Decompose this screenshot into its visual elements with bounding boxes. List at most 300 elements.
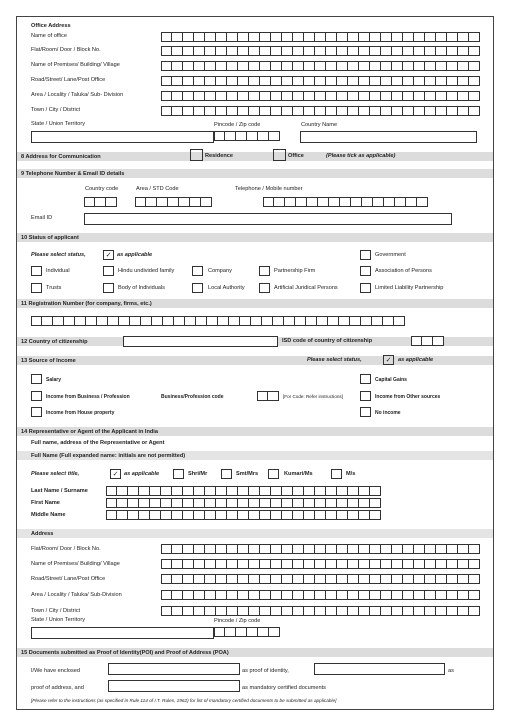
char-box[interactable] xyxy=(469,32,480,42)
char-box[interactable] xyxy=(403,91,414,101)
char-box[interactable] xyxy=(392,106,403,116)
char-box[interactable] xyxy=(271,91,282,101)
char-box[interactable] xyxy=(146,197,157,207)
char-box[interactable] xyxy=(392,32,403,42)
char-box[interactable] xyxy=(271,61,282,71)
char-box[interactable] xyxy=(97,316,108,326)
char-box[interactable] xyxy=(119,316,130,326)
char-box[interactable] xyxy=(392,590,403,600)
char-box[interactable] xyxy=(152,316,163,326)
char-box[interactable] xyxy=(229,316,240,326)
isd-code-boxes[interactable] xyxy=(411,336,444,346)
char-box[interactable] xyxy=(238,606,249,616)
char-box[interactable] xyxy=(326,46,337,56)
char-box[interactable] xyxy=(447,61,458,71)
char-box[interactable] xyxy=(447,91,458,101)
char-box[interactable] xyxy=(315,559,326,569)
char-box[interactable] xyxy=(337,498,348,508)
char-box[interactable] xyxy=(425,544,436,554)
char-box[interactable] xyxy=(249,544,260,554)
char-box[interactable] xyxy=(326,590,337,600)
char-box[interactable] xyxy=(433,336,444,346)
char-box[interactable] xyxy=(394,316,405,326)
char-box[interactable] xyxy=(293,544,304,554)
char-box[interactable] xyxy=(141,316,152,326)
char-box[interactable] xyxy=(135,197,146,207)
char-box[interactable] xyxy=(130,316,141,326)
char-box[interactable] xyxy=(108,316,119,326)
char-box[interactable] xyxy=(370,574,381,584)
char-box[interactable] xyxy=(172,590,183,600)
char-box[interactable] xyxy=(370,32,381,42)
char-box[interactable] xyxy=(247,131,258,141)
char-box[interactable] xyxy=(216,32,227,42)
char-box[interactable] xyxy=(329,197,340,207)
char-box[interactable] xyxy=(216,486,227,496)
char-box[interactable] xyxy=(293,498,304,508)
char-box[interactable] xyxy=(216,46,227,56)
rep-town-boxes[interactable] xyxy=(161,606,480,616)
char-box[interactable] xyxy=(293,510,304,520)
char-box[interactable] xyxy=(161,32,172,42)
char-box[interactable] xyxy=(282,91,293,101)
char-box[interactable] xyxy=(194,498,205,508)
char-box[interactable] xyxy=(425,606,436,616)
char-box[interactable] xyxy=(414,559,425,569)
char-box[interactable] xyxy=(458,559,469,569)
char-box[interactable] xyxy=(238,76,249,86)
individual-checkbox[interactable] xyxy=(31,266,42,276)
residence-checkbox[interactable] xyxy=(190,149,203,161)
char-box[interactable] xyxy=(185,316,196,326)
char-box[interactable] xyxy=(117,498,128,508)
char-box[interactable] xyxy=(282,498,293,508)
char-box[interactable] xyxy=(31,316,42,326)
smt-checkbox[interactable] xyxy=(221,469,232,479)
char-box[interactable] xyxy=(381,574,392,584)
capital-gains-checkbox[interactable] xyxy=(360,374,371,384)
salary-checkbox[interactable] xyxy=(31,374,42,384)
char-box[interactable] xyxy=(403,606,414,616)
char-box[interactable] xyxy=(238,106,249,116)
local-authority-checkbox[interactable] xyxy=(192,283,203,293)
char-box[interactable] xyxy=(262,316,273,326)
char-box[interactable] xyxy=(469,106,480,116)
char-box[interactable] xyxy=(326,606,337,616)
char-box[interactable] xyxy=(348,61,359,71)
char-box[interactable] xyxy=(293,91,304,101)
rep-area-boxes[interactable] xyxy=(161,590,480,600)
char-box[interactable] xyxy=(315,544,326,554)
char-box[interactable] xyxy=(128,498,139,508)
char-box[interactable] xyxy=(458,590,469,600)
char-box[interactable] xyxy=(372,316,383,326)
char-box[interactable] xyxy=(249,91,260,101)
char-box[interactable] xyxy=(172,32,183,42)
char-box[interactable] xyxy=(403,46,414,56)
char-box[interactable] xyxy=(282,590,293,600)
char-box[interactable] xyxy=(414,61,425,71)
char-box[interactable] xyxy=(216,61,227,71)
char-box[interactable] xyxy=(117,486,128,496)
char-box[interactable] xyxy=(227,559,238,569)
char-box[interactable] xyxy=(161,574,172,584)
char-box[interactable] xyxy=(161,590,172,600)
char-box[interactable] xyxy=(304,91,315,101)
char-box[interactable] xyxy=(469,574,480,584)
char-box[interactable] xyxy=(260,61,271,71)
char-box[interactable] xyxy=(128,510,139,520)
char-box[interactable] xyxy=(458,606,469,616)
char-box[interactable] xyxy=(304,590,315,600)
area-code-boxes[interactable] xyxy=(135,197,212,207)
char-box[interactable] xyxy=(282,486,293,496)
registration-number-boxes[interactable] xyxy=(31,316,405,326)
char-box[interactable] xyxy=(282,106,293,116)
rep-road-boxes[interactable] xyxy=(161,574,480,584)
char-box[interactable] xyxy=(183,498,194,508)
char-box[interactable] xyxy=(414,590,425,600)
char-box[interactable] xyxy=(271,510,282,520)
country-code-boxes[interactable] xyxy=(84,197,117,207)
char-box[interactable] xyxy=(172,106,183,116)
char-box[interactable] xyxy=(194,606,205,616)
char-box[interactable] xyxy=(417,197,428,207)
char-box[interactable] xyxy=(282,559,293,569)
char-box[interactable] xyxy=(139,486,150,496)
office-area-boxes[interactable] xyxy=(161,91,480,101)
char-box[interactable] xyxy=(370,544,381,554)
char-box[interactable] xyxy=(458,76,469,86)
char-box[interactable] xyxy=(227,606,238,616)
char-box[interactable] xyxy=(271,32,282,42)
char-box[interactable] xyxy=(403,76,414,86)
char-box[interactable] xyxy=(337,574,348,584)
char-box[interactable] xyxy=(227,106,238,116)
char-box[interactable] xyxy=(282,606,293,616)
char-box[interactable] xyxy=(218,316,229,326)
char-box[interactable] xyxy=(205,61,216,71)
char-box[interactable] xyxy=(42,316,53,326)
char-box[interactable] xyxy=(422,336,433,346)
partnership-checkbox[interactable] xyxy=(259,266,270,276)
char-box[interactable] xyxy=(359,32,370,42)
char-box[interactable] xyxy=(172,559,183,569)
rep-pincode-boxes[interactable] xyxy=(214,627,280,637)
char-box[interactable] xyxy=(350,316,361,326)
char-box[interactable] xyxy=(304,486,315,496)
char-box[interactable] xyxy=(414,544,425,554)
char-box[interactable] xyxy=(326,76,337,86)
char-box[interactable] xyxy=(271,106,282,116)
char-box[interactable] xyxy=(425,574,436,584)
char-box[interactable] xyxy=(296,197,307,207)
first-name-boxes[interactable] xyxy=(106,498,381,508)
char-box[interactable] xyxy=(172,510,183,520)
char-box[interactable] xyxy=(238,91,249,101)
poi-document-field[interactable] xyxy=(108,663,240,675)
char-box[interactable] xyxy=(238,544,249,554)
office-state-field[interactable] xyxy=(31,131,214,143)
char-box[interactable] xyxy=(425,32,436,42)
char-box[interactable] xyxy=(359,61,370,71)
char-box[interactable] xyxy=(284,316,295,326)
char-box[interactable] xyxy=(205,590,216,600)
char-box[interactable] xyxy=(183,76,194,86)
char-box[interactable] xyxy=(326,574,337,584)
char-box[interactable] xyxy=(337,559,348,569)
char-box[interactable] xyxy=(194,486,205,496)
char-box[interactable] xyxy=(315,46,326,56)
char-box[interactable] xyxy=(315,32,326,42)
char-box[interactable] xyxy=(326,498,337,508)
char-box[interactable] xyxy=(227,61,238,71)
char-box[interactable] xyxy=(348,46,359,56)
char-box[interactable] xyxy=(227,544,238,554)
char-box[interactable] xyxy=(216,544,227,554)
char-box[interactable] xyxy=(403,559,414,569)
char-box[interactable] xyxy=(106,486,117,496)
char-box[interactable] xyxy=(139,510,150,520)
char-box[interactable] xyxy=(216,574,227,584)
char-box[interactable] xyxy=(172,544,183,554)
char-box[interactable] xyxy=(238,590,249,600)
char-box[interactable] xyxy=(337,32,348,42)
char-box[interactable] xyxy=(205,606,216,616)
government-checkbox[interactable] xyxy=(360,250,371,260)
middle-name-boxes[interactable] xyxy=(106,510,381,520)
char-box[interactable] xyxy=(161,61,172,71)
char-box[interactable] xyxy=(293,76,304,86)
char-box[interactable] xyxy=(183,510,194,520)
char-box[interactable] xyxy=(436,590,447,600)
email-field[interactable] xyxy=(84,213,452,225)
char-box[interactable] xyxy=(161,106,172,116)
char-box[interactable] xyxy=(315,61,326,71)
char-box[interactable] xyxy=(469,46,480,56)
char-box[interactable] xyxy=(381,46,392,56)
char-box[interactable] xyxy=(436,46,447,56)
char-box[interactable] xyxy=(205,498,216,508)
char-box[interactable] xyxy=(348,32,359,42)
boi-checkbox[interactable] xyxy=(103,283,114,293)
house-income-checkbox[interactable] xyxy=(31,407,42,417)
char-box[interactable] xyxy=(172,498,183,508)
char-box[interactable] xyxy=(425,559,436,569)
char-box[interactable] xyxy=(436,76,447,86)
char-box[interactable] xyxy=(403,61,414,71)
char-box[interactable] xyxy=(238,559,249,569)
char-box[interactable] xyxy=(315,498,326,508)
char-box[interactable] xyxy=(392,76,403,86)
char-box[interactable] xyxy=(317,316,328,326)
char-box[interactable] xyxy=(304,559,315,569)
char-box[interactable] xyxy=(194,544,205,554)
char-box[interactable] xyxy=(370,498,381,508)
char-box[interactable] xyxy=(260,559,271,569)
char-box[interactable] xyxy=(249,76,260,86)
char-box[interactable] xyxy=(315,76,326,86)
char-box[interactable] xyxy=(359,606,370,616)
char-box[interactable] xyxy=(214,131,225,141)
char-box[interactable] xyxy=(293,486,304,496)
char-box[interactable] xyxy=(395,197,406,207)
char-box[interactable] xyxy=(207,316,218,326)
char-box[interactable] xyxy=(172,91,183,101)
char-box[interactable] xyxy=(260,76,271,86)
char-box[interactable] xyxy=(196,316,207,326)
char-box[interactable] xyxy=(458,91,469,101)
char-box[interactable] xyxy=(348,106,359,116)
char-box[interactable] xyxy=(293,574,304,584)
aop-checkbox[interactable] xyxy=(360,266,371,276)
char-box[interactable] xyxy=(161,510,172,520)
char-box[interactable] xyxy=(249,61,260,71)
char-box[interactable] xyxy=(337,106,348,116)
char-box[interactable] xyxy=(271,544,282,554)
char-box[interactable] xyxy=(359,498,370,508)
char-box[interactable] xyxy=(337,76,348,86)
char-box[interactable] xyxy=(337,61,348,71)
char-box[interactable] xyxy=(383,316,394,326)
char-box[interactable] xyxy=(227,91,238,101)
business-income-checkbox[interactable] xyxy=(31,391,42,401)
char-box[interactable] xyxy=(293,46,304,56)
char-box[interactable] xyxy=(225,627,236,637)
char-box[interactable] xyxy=(304,574,315,584)
char-box[interactable] xyxy=(238,486,249,496)
char-box[interactable] xyxy=(271,559,282,569)
char-box[interactable] xyxy=(359,46,370,56)
char-box[interactable] xyxy=(315,486,326,496)
char-box[interactable] xyxy=(172,574,183,584)
char-box[interactable] xyxy=(227,32,238,42)
char-box[interactable] xyxy=(282,46,293,56)
char-box[interactable] xyxy=(205,91,216,101)
char-box[interactable] xyxy=(260,544,271,554)
char-box[interactable] xyxy=(458,574,469,584)
char-box[interactable] xyxy=(436,106,447,116)
char-box[interactable] xyxy=(258,627,269,637)
char-box[interactable] xyxy=(194,590,205,600)
char-box[interactable] xyxy=(260,106,271,116)
char-box[interactable] xyxy=(414,46,425,56)
char-box[interactable] xyxy=(304,61,315,71)
char-box[interactable] xyxy=(139,498,150,508)
char-box[interactable] xyxy=(381,559,392,569)
char-box[interactable] xyxy=(183,61,194,71)
char-box[interactable] xyxy=(337,91,348,101)
huf-checkbox[interactable] xyxy=(103,266,114,276)
char-box[interactable] xyxy=(240,316,251,326)
char-box[interactable] xyxy=(370,510,381,520)
char-box[interactable] xyxy=(227,498,238,508)
office-premises-boxes[interactable] xyxy=(161,61,480,71)
char-box[interactable] xyxy=(268,391,279,401)
char-box[interactable] xyxy=(172,486,183,496)
char-box[interactable] xyxy=(359,76,370,86)
char-box[interactable] xyxy=(328,316,339,326)
char-box[interactable] xyxy=(172,76,183,86)
char-box[interactable] xyxy=(205,510,216,520)
char-box[interactable] xyxy=(447,76,458,86)
office-checkbox[interactable] xyxy=(273,149,286,161)
char-box[interactable] xyxy=(273,316,284,326)
char-box[interactable] xyxy=(469,606,480,616)
char-box[interactable] xyxy=(194,574,205,584)
char-box[interactable] xyxy=(249,574,260,584)
char-box[interactable] xyxy=(194,91,205,101)
char-box[interactable] xyxy=(271,590,282,600)
char-box[interactable] xyxy=(293,559,304,569)
char-box[interactable] xyxy=(157,197,168,207)
char-box[interactable] xyxy=(326,486,337,496)
char-box[interactable] xyxy=(293,32,304,42)
char-box[interactable] xyxy=(307,197,318,207)
company-checkbox[interactable] xyxy=(192,266,203,276)
char-box[interactable] xyxy=(348,590,359,600)
char-box[interactable] xyxy=(183,559,194,569)
char-box[interactable] xyxy=(414,574,425,584)
char-box[interactable] xyxy=(436,606,447,616)
char-box[interactable] xyxy=(304,510,315,520)
char-box[interactable] xyxy=(251,316,262,326)
char-box[interactable] xyxy=(414,606,425,616)
char-box[interactable] xyxy=(172,46,183,56)
char-box[interactable] xyxy=(315,106,326,116)
char-box[interactable] xyxy=(447,544,458,554)
office-flat-boxes[interactable] xyxy=(161,46,480,56)
char-box[interactable] xyxy=(348,606,359,616)
char-box[interactable] xyxy=(293,61,304,71)
char-box[interactable] xyxy=(293,590,304,600)
char-box[interactable] xyxy=(370,91,381,101)
country-of-citizenship-field[interactable] xyxy=(123,336,278,347)
char-box[interactable] xyxy=(238,61,249,71)
char-box[interactable] xyxy=(458,106,469,116)
char-box[interactable] xyxy=(201,197,212,207)
char-box[interactable] xyxy=(348,486,359,496)
char-box[interactable] xyxy=(359,91,370,101)
char-box[interactable] xyxy=(326,559,337,569)
char-box[interactable] xyxy=(260,46,271,56)
last-name-boxes[interactable] xyxy=(106,486,381,496)
char-box[interactable] xyxy=(469,91,480,101)
poi-second-field[interactable] xyxy=(314,663,445,675)
char-box[interactable] xyxy=(315,91,326,101)
char-box[interactable] xyxy=(269,627,280,637)
char-box[interactable] xyxy=(458,544,469,554)
char-box[interactable] xyxy=(326,544,337,554)
char-box[interactable] xyxy=(236,627,247,637)
char-box[interactable] xyxy=(458,61,469,71)
char-box[interactable] xyxy=(161,486,172,496)
char-box[interactable] xyxy=(260,574,271,584)
char-box[interactable] xyxy=(458,32,469,42)
kumari-checkbox[interactable] xyxy=(268,469,279,479)
char-box[interactable] xyxy=(216,76,227,86)
char-box[interactable] xyxy=(183,486,194,496)
char-box[interactable] xyxy=(205,559,216,569)
char-box[interactable] xyxy=(194,559,205,569)
char-box[interactable] xyxy=(370,590,381,600)
char-box[interactable] xyxy=(348,498,359,508)
char-box[interactable] xyxy=(348,91,359,101)
char-box[interactable] xyxy=(326,106,337,116)
char-box[interactable] xyxy=(172,61,183,71)
char-box[interactable] xyxy=(425,91,436,101)
char-box[interactable] xyxy=(392,574,403,584)
